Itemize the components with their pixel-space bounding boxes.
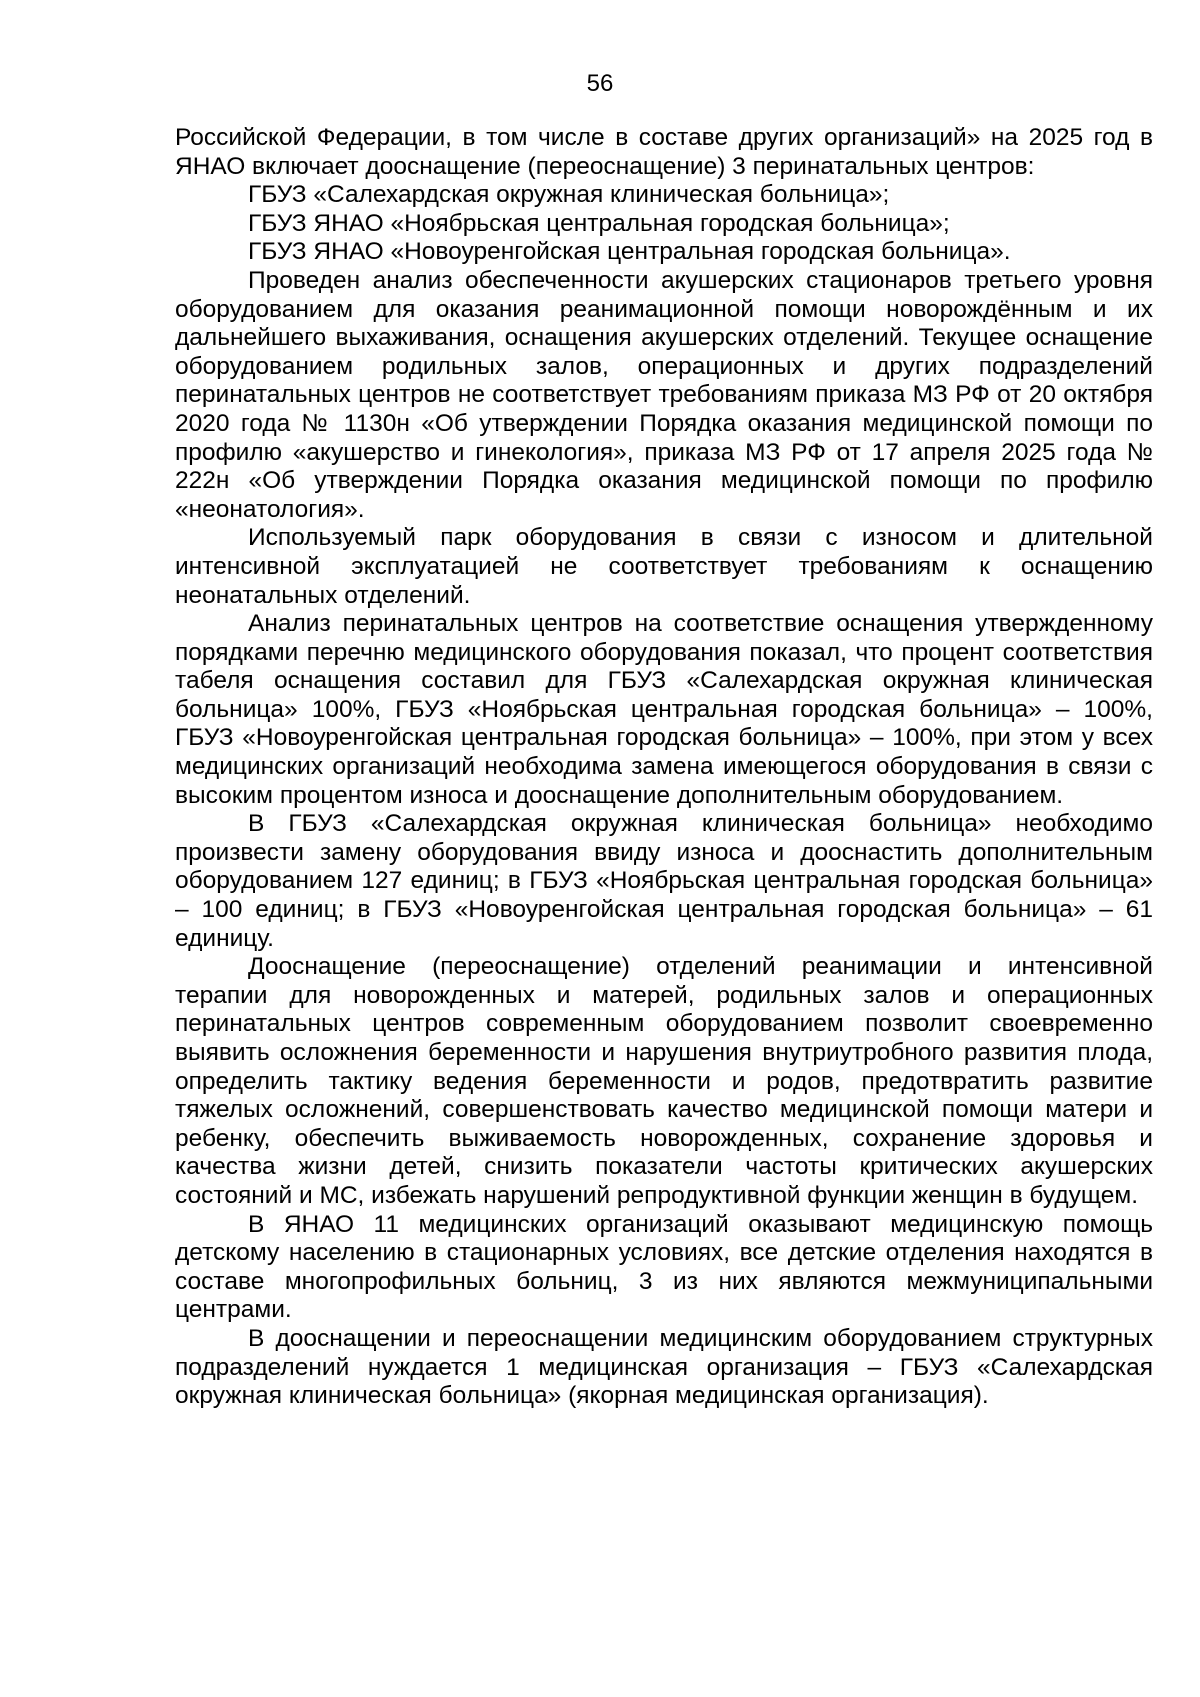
list-item-salekhard-hospital: ГБУЗ «Салехардская окружная клиническая больница»;	[248, 181, 890, 209]
paragraph-pediatric-organizations: В ЯНАО 11 медицинских организаций оказывают медицинскую помощь детскому населению в стационарных условиях, все детские отделения находятся в составе многопрофильных больниц, 3 из них являются межмуниципальными центрами.	[175, 1210, 1153, 1324]
paragraph-continuation: Российской Федерации, в том числе в составе других организаций» на 2025 год в ЯНАО включает дооснащение (переоснащение) 3 перинатальных центров:	[175, 124, 1153, 180]
paragraph-compliance-analysis: Анализ перинатальных центров на соответствие оснащения утвержденному порядками перечню медицинского оборудования показал, что процент соответствия табеля оснащения составил для ГБУЗ «Салехардская окружная клиническая больница» 100%, ГБУЗ «Ноябрьская центральная городская больница» – 100%, ГБУЗ «Новоуренгойская центральная городская больница» – 100%, при этом у всех медицинских организаций необходима замена имеющегося оборудования в связи с высоким процентом износа и дооснащение дополнительным оборудованием.	[175, 610, 1153, 809]
list-item-noyabrsk-hospital: ГБУЗ ЯНАО «Ноябрьская центральная городская больница»;	[248, 209, 950, 237]
paragraph-equipment-analysis: Проведен анализ обеспеченности акушерских стационаров третьего уровня оборудованием для оказания реанимационной помощи новорождённым и их дальнейшего выхаживания, оснащения акушерских отделений. Текущее оснащение оборудованием родильных залов, операционных и других подразделений перинатальных центров не соответствует требованиям приказа МЗ РФ от 20 октября 2020 года № 1130н «Об утверждении Порядка оказания медицинской помощи по профилю «акушерство и гинекология», приказа МЗ РФ от 17 апреля 2025 года № 222н «Об утверждении Порядка оказания медицинской помощи по профилю «неонатология».	[175, 266, 1153, 523]
paragraph-reequipment-benefits: Дооснащение (переоснащение) отделений реанимации и интенсивной терапии для новорожденных и матерей, родильных залов и операционных перинатальных центров современным оборудованием позволит своевременно выявить осложнения беременности и нарушения внутриутробного развития плода, определить тактику ведения беременности и родов, предотвратить развитие тяжелых осложнений, совершенствовать качество медицинской помощи матери и ребенку, обеспечить выживаемость новорожденных, сохранение здоровья и качества жизни детей, снизить показатели частоты критических акушерских состояний и МС, избежать нарушений репродуктивной функции женщин в будущем.	[175, 953, 1153, 1209]
paragraph-anchor-organization: В дооснащении и переоснащении медицинским оборудованием структурных подразделений нуждается 1 медицинская организация – ГБУЗ «Салехардская окружная клиническая больница» (якорная медицинская организация).	[175, 1324, 1153, 1410]
paragraph-equipment-wear: Используемый парк оборудования в связи с износом и длительной интенсивной эксплуатацией не соответствует требованиям к оснащению неонатальных отделений.	[175, 524, 1153, 609]
page-number: 56	[586, 70, 614, 97]
document-body	[175, 124, 1153, 1411]
paragraph-equipment-needs: В ГБУЗ «Салехардская окружная клиническая больница» необходимо произвести замену оборудования ввиду износа и дооснастить дополнительным оборудованием 127 единиц; в ГБУЗ «Ноябрьская центральная городская больница» – 100 единиц; в ГБУЗ «Новоуренгойская центральная городская больница» – 61 единицу.	[175, 810, 1153, 952]
list-item-novy-urengoy-hospital: ГБУЗ ЯНАО «Новоуренгойская центральная городская больница».	[248, 238, 1011, 266]
